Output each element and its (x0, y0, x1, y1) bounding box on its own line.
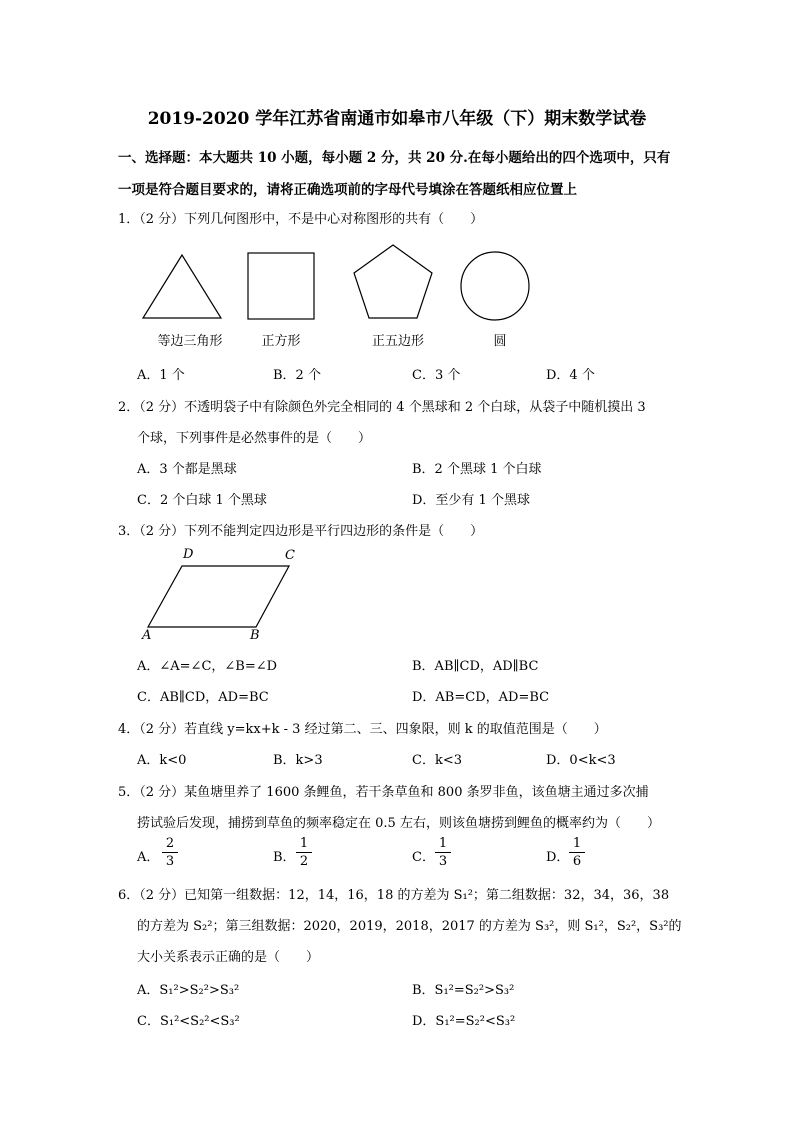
q4-option-b[interactable]: B．k>3 (273, 753, 323, 768)
vertex-label-a: A (142, 628, 152, 643)
question-4-stem: 4．（2 分）若直线 y=kx+k - 3 经过第二、三、四象限，则 k 的取值范围是（ ） (118, 722, 607, 737)
fraction-bar (569, 852, 585, 853)
vertex-label-b: B (250, 628, 260, 643)
fraction-denominator: 3 (165, 854, 175, 869)
q5-option-d-letter[interactable]: D． (546, 850, 570, 865)
q3-option-c[interactable]: C．AB∥CD，AD=BC (137, 690, 269, 705)
q3-option-d[interactable]: D．AB=CD，AD=BC (412, 690, 550, 705)
fraction-denominator: 6 (572, 854, 582, 869)
q5-option-a-fraction (162, 836, 178, 869)
caption-circle: 圆 (493, 334, 507, 349)
fraction-numerator: 1 (572, 836, 582, 851)
caption-regular-pentagon: 正五边形 (371, 334, 424, 349)
q3-option-b[interactable]: B．AB∥CD，AD∥BC (412, 659, 539, 674)
q6-option-c[interactable]: C．S₁²<S₂²<S₃² (137, 1014, 240, 1029)
q4-option-c[interactable]: C．k<3 (412, 753, 462, 768)
q3-option-a[interactable]: A．∠A=∠C，∠B=∠D (137, 659, 278, 674)
q4-option-a[interactable]: A．k<0 (137, 753, 187, 768)
section-instructions-line1: 一、选择题：本大题共 10 小题，每小题 2 分，共 20 分.在每小题给出的四个选项中，只有 (118, 150, 671, 166)
q6-option-a[interactable]: A．S₁²>S₂²>S₃² (137, 983, 240, 998)
fraction-numerator: 2 (165, 836, 175, 851)
q2-option-b[interactable]: B．2 个黑球 1 个白球 (412, 462, 542, 477)
q1-option-a[interactable]: A．1 个 (137, 368, 185, 383)
q6-option-d[interactable]: D．S₁²=S₂²<S₃² (412, 1014, 516, 1029)
question-2-stem-line1: 2．（2 分）不透明袋子中有除颜色外完全相同的 4 个黑球和 2 个白球，从袋子中随机摸出 3 (118, 400, 646, 415)
question-5-stem-line1: 5．（2 分）某鱼塘里养了 1600 条鲤鱼，若干条草鱼和 800 条罗非鱼，该鱼塘主通过多次捕 (118, 785, 649, 800)
question-6-stem-line1: 6．（2 分）已知第一组数据：12，14，16，18 的方差为 S₁²；第二组数据：32，34，36，38 (118, 888, 670, 903)
question-5-stem-line2: 捞试验后发现，捕捞到草鱼的频率稳定在 0.5 左右，则该鱼塘捞到鲤鱼的概率约为（ ） (137, 816, 660, 831)
fraction-bar (296, 852, 312, 853)
q5-option-b-fraction (296, 836, 312, 869)
page-title: 2019-2020 学年江苏省南通市如皋市八年级（下）期末数学试卷 (147, 109, 647, 129)
q5-option-d-fraction (569, 836, 585, 869)
q6-option-b[interactable]: B．S₁²=S₂²>S₃² (412, 983, 515, 998)
vertex-label-d: D (183, 547, 194, 562)
q5-option-c-letter[interactable]: C． (412, 850, 435, 865)
q1-option-c[interactable]: C．3 个 (412, 368, 461, 383)
q5-option-b-letter[interactable]: B． (273, 850, 296, 865)
fraction-numerator: 1 (438, 836, 448, 851)
q4-option-d[interactable]: D．0<k<3 (546, 753, 616, 768)
question-6-stem-line2: 的方差为 S₂²；第三组数据：2020，2019，2018，2017 的方差为 S₃²，则 S₁²，S₂²，S₃²的 (137, 919, 682, 934)
vertex-label-c: C (285, 548, 295, 563)
fraction-denominator: 3 (438, 854, 448, 869)
question-1-stem: 1．（2 分）下列几何图形中，不是中心对称图形的共有（ ） (118, 212, 484, 227)
question-6-stem-line3: 大小关系表示正确的是（ ） (137, 950, 320, 965)
parallelogram-abcd (148, 566, 289, 627)
caption-square: 正方形 (261, 334, 301, 349)
question-2-stem-line2: 个球，下列事件是必然事件的是（ ） (137, 431, 372, 446)
q2-option-d[interactable]: D．至少有 1 个黑球 (412, 493, 530, 508)
fraction-bar (162, 852, 178, 853)
q1-option-d[interactable]: D．4 个 (546, 368, 595, 383)
fraction-numerator: 1 (299, 836, 309, 851)
section-instructions-line2: 一项是符合题目要求的，请将正确选项前的字母代号填涂在答题纸相应位置上 (118, 182, 577, 198)
q1-option-b[interactable]: B．2 个 (273, 368, 321, 383)
q2-option-c[interactable]: C．2 个白球 1 个黑球 (137, 493, 267, 508)
q5-option-c-fraction (435, 836, 451, 869)
fraction-denominator: 2 (299, 854, 309, 869)
q5-option-a-letter[interactable]: A． (137, 850, 160, 865)
question-3-stem: 3．（2 分）下列不能判定四边形是平行四边形的条件是（ ） (118, 524, 484, 539)
caption-equilateral-triangle: 等边三角形 (157, 334, 223, 349)
fraction-bar (435, 852, 451, 853)
q2-option-a[interactable]: A．3 个都是黑球 (137, 462, 237, 477)
